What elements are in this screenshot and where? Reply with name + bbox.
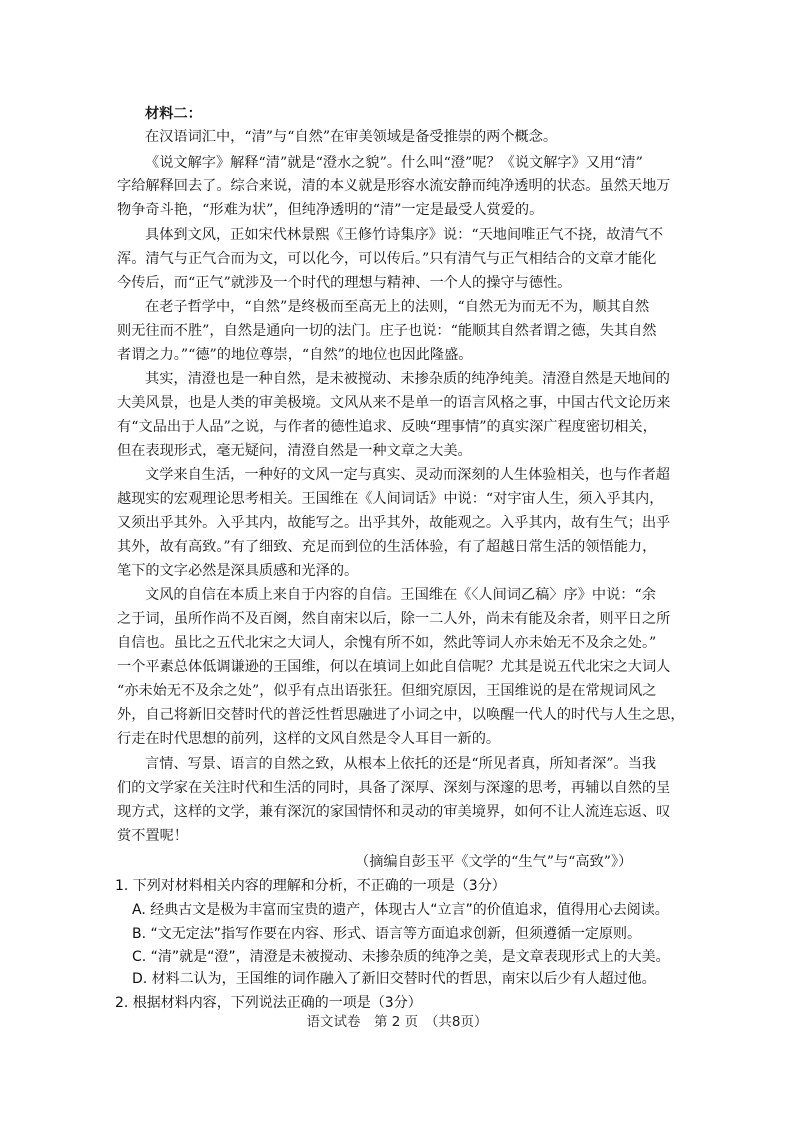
text-line: 其外，故有高致。”有了细致、充足而到位的生活体验，有了超越日常生活的领悟能力， — [117, 539, 657, 555]
text-line: 笔下的文字必然是深具质感和光泽的。 — [117, 563, 359, 579]
question-1: 1. 下列对材料相关内容的理解和分析，不正确的一项是（3分） — [115, 878, 506, 894]
question-2: 2. 根据材料内容，下列说法正确的一项是（3分） — [115, 995, 422, 1011]
text-line: 今传后，而“正气”就涉及一个时代的理想与精神、一个人的操守与德性。 — [117, 275, 572, 291]
text-line: 则无往而不胜”，自然是通向一切的法门。庄子也说：“能顺其自然者谓之德，失其自然 — [117, 323, 657, 339]
question-1-option-b: B. “文无定法”指写作要在内容、形式、语言等方面追求创新，但须遵循一定原则。 — [132, 926, 642, 942]
question-1-option-d: D. 材料二认为，王国维的词作融入了新旧交替时代的哲思，南宋以后少有人超过他。 — [132, 971, 656, 987]
question-1-option-a: A. 经典古文是极为丰富而宝贵的遗产，体现古人“立言”的价值追求，值得用心去阅读。 — [132, 902, 669, 918]
material-heading: 材料二： — [145, 106, 202, 122]
question-1-option-c: C. “清”就是“澄”，清澄是未被搅动、未掺杂质的纯净之美，是文章表现形式上的大美。 — [132, 949, 670, 965]
text-line: 物争奇斗艳，“形难为状”，但纯净透明的“清”一定是最受人赏爱的。 — [117, 202, 544, 218]
text-line: 赏不置呢！ — [117, 828, 188, 844]
text-line: 但在表现形式，毫无疑问，清澄自然是一种文章之大美。 — [117, 443, 472, 459]
text-line: 在汉语词汇中，“清”与“自然”在审美领域是备受推崇的两个概念。 — [145, 129, 558, 145]
text-line: 又须出乎其外。入乎其内，故能写之。出乎其外，故能观之。入乎其内，故有生气；出乎 — [117, 515, 671, 531]
text-line: 一个平素总体低调谦逊的王国维，何以在填词上如此自信呢？尤其是说五代北宋之大词人 — [117, 659, 671, 675]
text-line: 越现实的宏观理论思考相关。王国维在《人间词话》中说：“对宇宙人生，须入乎其内， — [117, 491, 664, 507]
text-line: 其实，清澄也是一种自然，是未被搅动、未掺杂质的纯净纯美。清澄自然是天地间的 — [145, 371, 670, 387]
text-line: 字给解释回去了。综合来说，清的本义就是形容水流安静而纯净透明的状态。虽然天地万 — [117, 178, 671, 194]
text-line: 们的文学家在关注时代和生活的同时，具备了深厚、深刻与深邃的思考，再辅以自然的呈 — [117, 780, 671, 796]
page-footer: 语文试卷 第 2 页 （共8页） — [306, 1014, 488, 1030]
text-line: “亦未始无不及余之处”，似乎有点出语张狂。但细究原因，王国维说的是在常规词风之 — [117, 683, 657, 699]
text-line: 现方式，这样的文学，兼有深沉的家国情怀和灵动的审美境界，如何不让人流连忘返、叹 — [117, 804, 671, 820]
source-citation: （摘编自彭玉平《文学的“生气”与“高致”》） — [355, 854, 633, 870]
text-line: 有“文品出于人品”之说，与作者的德性追求、反映“理事情”的真实深广程度密切相关， — [117, 419, 657, 435]
text-line: 言情、写景、语言的自然之致，从根本上依托的还是“所见者真，所知者深”。当我 — [145, 756, 657, 772]
text-line: 浑。清气与正气合而为文，可以化今，可以传后。”只有清气与正气相结合的文章才能化 — [117, 251, 657, 267]
text-line: 之于词，虽所作尚不及百阕，然自南宋以后，除一二人外，尚未有能及余者，则平日之所 — [117, 611, 671, 627]
text-line: 者谓之力。”“德”的地位尊崇，“自然”的地位也因此隆盛。 — [117, 347, 473, 363]
text-line: 文学来自生活，一种好的文风一定与真实、灵动而深刻的人生体验相关，也与作者超 — [145, 467, 670, 483]
text-line: 外，自己将新旧交替时代的普泛性哲思融进了小词之中，以唤醒一代人的时代与人生之思， — [117, 707, 685, 723]
text-line: 在老子哲学中，“自然”是终极而至高无上的法则，“自然无为而无不为，顺其自然 — [145, 299, 650, 315]
text-line: 自信也。虽比之五代北宋之大词人，余愧有所不如，然此等词人亦未始无不及余之处。” — [117, 635, 657, 651]
text-line: 大美风景，也是人类的审美极境。文风从来不是单一的语言风格之事，中国古代文论历来 — [117, 395, 671, 411]
text-line: 具体到文风，正如宋代林景熙《王修竹诗集序》说：“天地间唯正气不挠，故清气不 — [145, 227, 664, 243]
text-line: 行走在时代思想的前列，这样的文风自然是令人耳目一新的。 — [117, 731, 501, 747]
text-line: 《说文解字》解释“清”就是“澄水之貌”。什么叫“澄”呢？《说文解字》又用“清” — [145, 155, 643, 171]
text-line: 文风的自信在本质上来自于内容的自信。王国维在《〈人间词乙稿〉序》中说：“余 — [145, 587, 656, 603]
